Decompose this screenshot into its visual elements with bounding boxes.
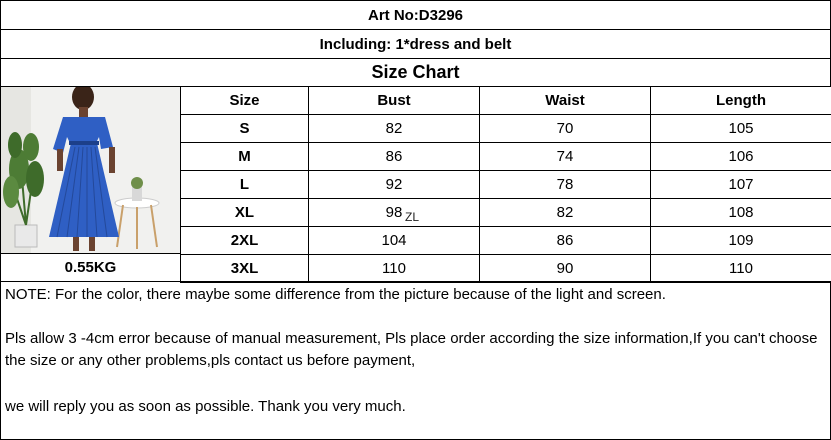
length-cell: 107 xyxy=(651,171,831,199)
table-row xyxy=(181,171,831,199)
notes-section xyxy=(0,281,831,440)
waist-cell: 90 xyxy=(480,255,651,283)
table-header-row xyxy=(181,87,831,115)
watermark-text: ZL xyxy=(405,210,420,224)
product-photo xyxy=(0,86,181,254)
length-cell: 106 xyxy=(651,143,831,171)
note-color: NOTE: For the color, there maybe some difference from the picture because of the light and screen. xyxy=(5,286,666,303)
bust-cell: 82 xyxy=(309,115,480,143)
size-cell: M xyxy=(181,143,309,171)
bust-cell: 98 xyxy=(309,199,480,227)
art-number: Art No:D3296 xyxy=(0,0,831,30)
column-header-bust: Bust xyxy=(309,87,480,115)
column-header-size: Size xyxy=(181,87,309,115)
size-table xyxy=(180,86,831,283)
bust-cell: 104 xyxy=(309,227,480,255)
bust-cell: 110 xyxy=(309,255,480,283)
bust-cell: 92 xyxy=(309,171,480,199)
note-measurement: Pls allow 3 -4cm error because of manual measurement, Pls place order according the size information,If you can't choose the size or any other problems,pls contact us before payment, xyxy=(5,330,818,369)
length-cell: 109 xyxy=(651,227,831,255)
waist-cell: 86 xyxy=(480,227,651,255)
waist-cell: 78 xyxy=(480,171,651,199)
size-cell: S xyxy=(181,115,309,143)
table-row xyxy=(181,199,831,227)
dress-model-image xyxy=(1,87,180,253)
length-cell: 105 xyxy=(651,115,831,143)
table-row xyxy=(181,143,831,171)
length-cell: 108 xyxy=(651,199,831,227)
table-row xyxy=(181,255,831,283)
waist-cell: 74 xyxy=(480,143,651,171)
waist-cell: 82 xyxy=(480,199,651,227)
including-line: Including: 1*dress and belt xyxy=(0,29,831,59)
size-cell: 2XL xyxy=(181,227,309,255)
size-cell: L xyxy=(181,171,309,199)
note-reply: we will reply you as soon as possible. Thank you very much. xyxy=(5,398,406,415)
size-cell: 3XL xyxy=(181,255,309,283)
table-row xyxy=(181,115,831,143)
table-row xyxy=(181,227,831,255)
column-header-waist: Waist xyxy=(480,87,651,115)
bust-cell: 86 xyxy=(309,143,480,171)
size-cell: XL xyxy=(181,199,309,227)
size-chart-title: Size Chart xyxy=(0,58,831,87)
waist-cell: 70 xyxy=(480,115,651,143)
column-header-length: Length xyxy=(651,87,831,115)
length-cell: 110 xyxy=(651,255,831,283)
weight-label: 0.55KG xyxy=(0,253,181,282)
